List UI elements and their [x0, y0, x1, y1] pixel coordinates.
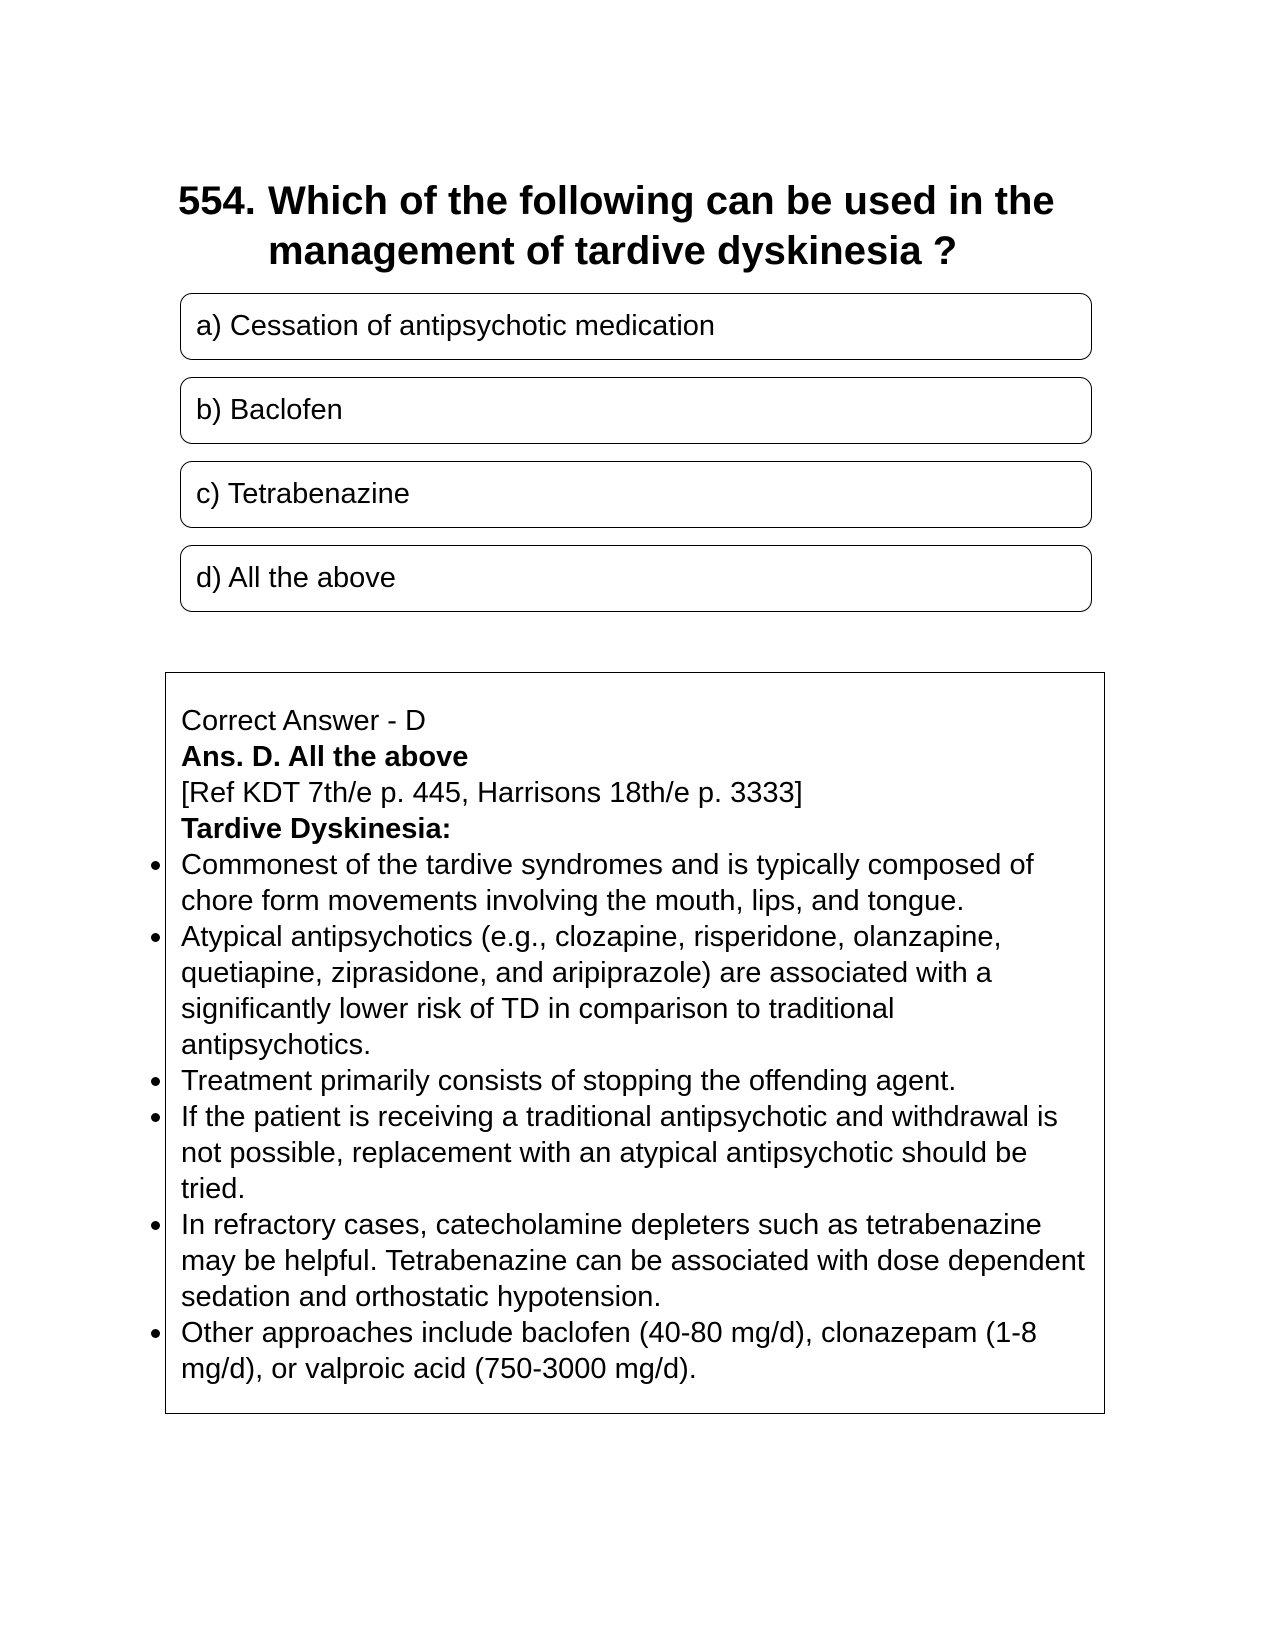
- question-block: [178, 176, 1098, 276]
- list-item: If the patient is receiving a traditional antipsychotic and withdrawal is not possible, replacement with an atypical antipsychotic should be tried.: [181, 1099, 1089, 1207]
- list-item: Treatment primarily consists of stopping the offending agent.: [181, 1063, 1089, 1099]
- list-item: Commonest of the tardive syndromes and is typically composed of chore form movements involving the mouth, lips, and tongue.: [181, 847, 1089, 919]
- answer-explanation-box: [165, 672, 1105, 1414]
- answer-heading: Ans. D. All the above: [181, 741, 469, 773]
- explanation-points: [181, 847, 1089, 1387]
- option-d[interactable]: d) All the above: [180, 545, 1092, 612]
- question-text: Which of the following can be used in the management of tardive dyskinesia ?: [268, 179, 1055, 273]
- options-list: [180, 293, 1092, 629]
- option-a[interactable]: a) Cessation of antipsychotic medication: [180, 293, 1092, 360]
- option-c[interactable]: c) Tetrabenazine: [180, 461, 1092, 528]
- question-number: 554.: [178, 179, 256, 223]
- question-heading: [178, 176, 1098, 276]
- list-item: Other approaches include baclofen (40-80 mg/d), clonazepam (1-8 mg/d), or valproic acid (750-3000 mg/d).: [181, 1315, 1089, 1387]
- list-item: In refractory cases, catecholamine depleters such as tetrabenazine may be helpful. Tetrabenazine can be associated with dose dependent sedation and orthostatic hypotension.: [181, 1207, 1089, 1315]
- answer-reference: [Ref KDT 7th/e p. 445, Harrisons 18th/e p. 3333]: [181, 777, 803, 809]
- correct-answer-label: Correct Answer - D: [181, 705, 426, 737]
- answer-topic: Tardive Dyskinesia:: [181, 813, 452, 845]
- list-item: Atypical antipsychotics (e.g., clozapine, risperidone, olanzapine, quetiapine, ziprasidone, and aripiprazole) are associated with a significantly lower risk of TD in comparison to traditional antipsychotics.: [181, 919, 1089, 1063]
- option-b[interactable]: b) Baclofen: [180, 377, 1092, 444]
